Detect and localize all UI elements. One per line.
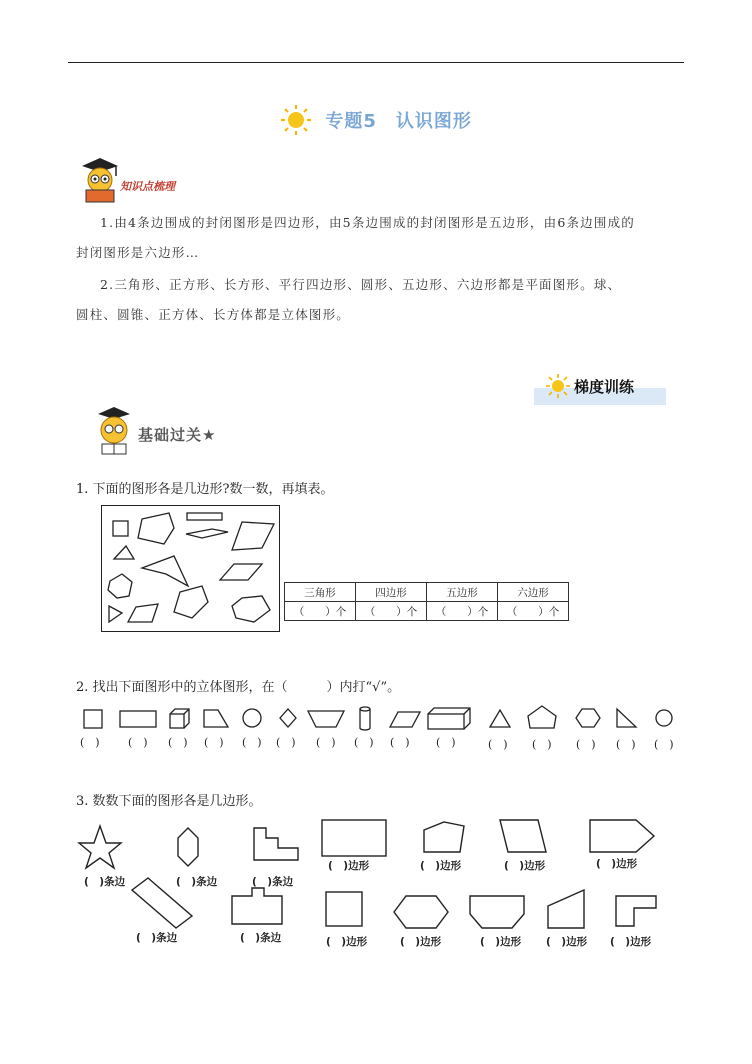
side-count-label[interactable]: ( )边形 (596, 858, 638, 870)
kp2-line1: 2.三角形、正方形、长方形、平行四边形、圆形、五边形、六边形都是平面图形。球、 (100, 277, 622, 292)
answer-paren[interactable]: ( ) (168, 736, 188, 749)
answer-paren[interactable]: ( ) (354, 736, 374, 749)
hexagon-tall (178, 828, 198, 866)
kp2-line2: 圆柱、圆锥、正方体、长方体都是立体图形。 (76, 307, 351, 322)
hexagon-wide (394, 896, 448, 928)
edge-count-label[interactable]: ( )条边 (252, 876, 294, 888)
staircase (254, 828, 298, 860)
l-shape (616, 896, 656, 926)
rectangle (322, 820, 386, 856)
edge-count-label[interactable]: ( )条边 (136, 932, 178, 944)
header-cell: 三角形 (285, 583, 356, 602)
side-count-label[interactable]: ( )边形 (420, 860, 462, 872)
side-count-label[interactable]: ( )边形 (504, 860, 546, 872)
answer-paren[interactable]: ( ) (242, 736, 262, 749)
header-cell: 六边形 (498, 583, 569, 602)
side-count-label[interactable]: ( )边形 (610, 936, 652, 948)
answer-cell[interactable]: （ ）个 (356, 602, 427, 621)
edge-count-label[interactable]: ( )条边 (176, 876, 218, 888)
answer-paren[interactable]: ( ) (436, 736, 456, 749)
question-1: 1. 下面的图形各是几边形?数一数，再填表。 (76, 482, 334, 497)
quad-slant (548, 890, 584, 928)
kp1-line2: 封闭图形是六边形… (76, 245, 200, 260)
answer-paren[interactable]: ( ) (654, 738, 674, 751)
pentagon (424, 822, 464, 852)
trapezoid-cut (470, 896, 524, 928)
answer-paren[interactable]: ( ) (204, 736, 224, 749)
edge-count-label[interactable]: ( )条边 (240, 932, 282, 944)
star (79, 826, 121, 868)
answer-paren[interactable]: ( ) (390, 736, 410, 749)
knowledge-label: 知识点梳理 (120, 180, 175, 193)
answer-cell[interactable]: （ ）个 (285, 602, 356, 621)
edge-count-label[interactable]: ( )条边 (84, 876, 126, 888)
answer-cell[interactable]: （ ）个 (498, 602, 569, 621)
answer-paren[interactable]: ( ) (316, 736, 336, 749)
answer-paren[interactable]: ( ) (488, 738, 508, 751)
title-text: 专题5 认识图形 (325, 111, 472, 132)
question-2: 2. 找出下面图形中的立体图形，在（ ）内打“√”。 (76, 680, 401, 695)
side-count-label[interactable]: ( )边形 (480, 936, 522, 948)
answer-paren[interactable]: ( ) (276, 736, 296, 749)
answer-paren[interactable]: ( ) (532, 738, 552, 751)
side-count-label[interactable]: ( )边形 (546, 936, 588, 948)
side-count-label[interactable]: ( )边形 (328, 860, 370, 872)
question-3: 3. 数数下面的图形各是几边形。 (76, 794, 262, 809)
answer-paren[interactable]: ( ) (576, 738, 596, 751)
arrow-pentagon (590, 820, 654, 852)
side-count-label[interactable]: ( )边形 (400, 936, 442, 948)
header-cell: 四边形 (356, 583, 427, 602)
kp1-line1: 1.由4条边围成的封闭图形是四边形，由5条边围成的封闭图形是五边形，由6条边围成的 (100, 215, 635, 230)
parallelogram (500, 820, 546, 852)
badge-label: 梯度训练 (574, 378, 635, 396)
answer-paren[interactable]: ( ) (80, 736, 100, 749)
notched-shape (232, 888, 282, 924)
basic-label: 基础过关★ (138, 426, 217, 444)
answer-cell[interactable]: （ ）个 (427, 602, 498, 621)
square (326, 892, 362, 926)
answer-paren[interactable]: ( ) (128, 736, 148, 749)
answer-paren[interactable]: ( ) (616, 738, 636, 751)
side-count-label[interactable]: ( )边形 (326, 936, 368, 948)
header-cell: 五边形 (427, 583, 498, 602)
